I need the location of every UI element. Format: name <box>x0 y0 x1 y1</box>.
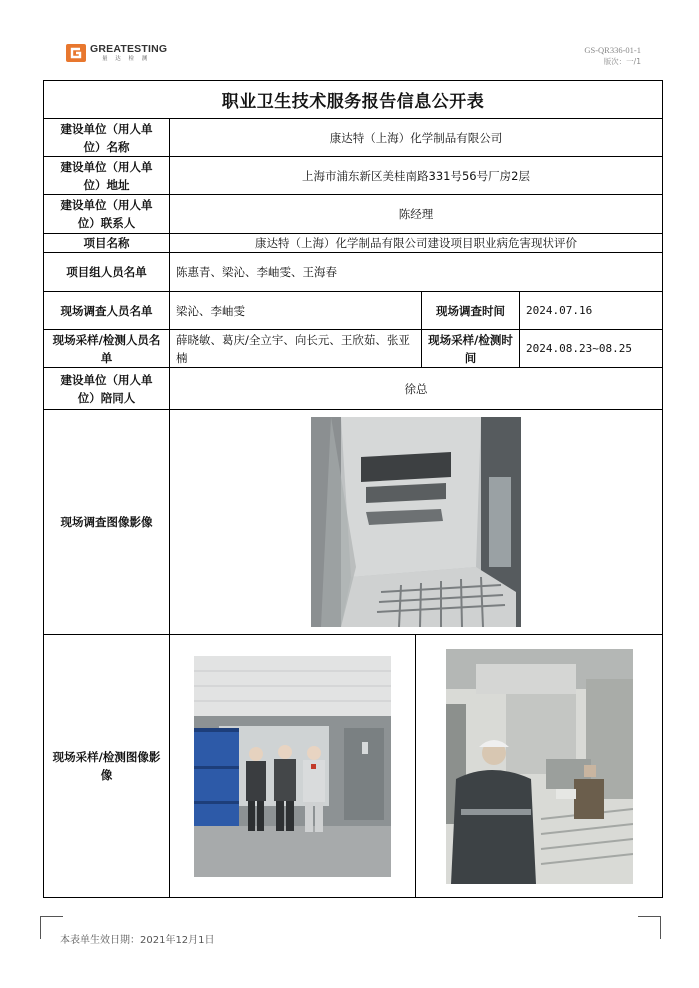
row-survey-staff <box>44 292 662 330</box>
value-survey-staff: 梁沁、李岫雯 <box>170 292 422 329</box>
row-project-name <box>44 234 662 253</box>
document-code-block <box>584 44 641 68</box>
info-disclosure-table <box>43 80 663 898</box>
logo-chinese-text: 量 达 检 测 <box>102 55 151 62</box>
document-code: GS-QR336-01-1 <box>584 45 641 55</box>
label-escort: 建设单位（用人单位）陪同人 <box>44 368 170 409</box>
row-unit-name <box>44 119 662 157</box>
row-survey-images <box>44 410 662 635</box>
row-sampling-images <box>44 635 662 897</box>
value-sampling-staff: 薛晓敏、葛庆/全立宇、向长元、王欣茹、张亚楠 <box>170 330 422 367</box>
value-contact: 陈经理 <box>398 207 434 221</box>
sampling-image-cell-2 <box>416 635 662 897</box>
sampling-photo-team <box>194 656 391 877</box>
footer-corner-mark-right <box>638 916 661 939</box>
value-unit-name: 康达特（上海）化学制品有限公司 <box>329 130 503 145</box>
value-escort: 徐总 <box>404 381 428 396</box>
document-version: 版次：一/1 <box>603 57 641 66</box>
logo-english-text: GREATESTING <box>90 43 168 55</box>
greatesting-logo-icon <box>66 44 86 62</box>
row-sampling-staff <box>44 330 662 368</box>
footer-effective-date: 本表单生效日期：2021年12月1日 <box>60 935 215 946</box>
page-title: 职业卫生技术服务报告信息公开表 <box>44 81 662 119</box>
row-project-team <box>44 253 662 292</box>
survey-image-cell <box>170 410 662 634</box>
label-survey-time: 现场调查时间 <box>422 292 520 329</box>
label-survey-images: 现场调查图像影像 <box>44 410 170 634</box>
value-project-name: 康达特（上海）化学制品有限公司建设项目职业病危害现状评价 <box>255 236 577 250</box>
company-logo <box>66 44 167 62</box>
value-project-team: 陈惠青、梁沁、李岫雯、王海春 <box>176 265 337 279</box>
label-sampling-staff: 现场采样/检测人员名单 <box>44 330 170 367</box>
label-unit-address: 建设单位（用人单位）地址 <box>44 157 170 194</box>
label-project-team: 项目组人员名单 <box>44 253 170 291</box>
label-survey-staff: 现场调查人员名单 <box>44 292 170 329</box>
value-unit-address: 上海市浦东新区美桂南路331号56号厂房2层 <box>302 168 530 183</box>
label-unit-name: 建设单位（用人单位）名称 <box>44 119 170 156</box>
value-sampling-time: 2024.08.23~08.25 <box>526 342 632 355</box>
row-contact <box>44 195 662 234</box>
label-sampling-time: 现场采样/检测时间 <box>422 330 520 367</box>
label-sampling-images: 现场采样/检测图像影像 <box>44 635 170 897</box>
value-survey-time: 2024.07.16 <box>526 304 593 317</box>
row-unit-address <box>44 157 662 195</box>
label-project-name: 项目名称 <box>44 234 170 252</box>
survey-photo <box>311 417 521 627</box>
sampling-image-cell-1 <box>170 635 416 897</box>
sampling-photo-worksite <box>446 649 633 884</box>
row-escort <box>44 368 662 410</box>
label-contact: 建设单位（用人单位）联系人 <box>44 195 170 233</box>
